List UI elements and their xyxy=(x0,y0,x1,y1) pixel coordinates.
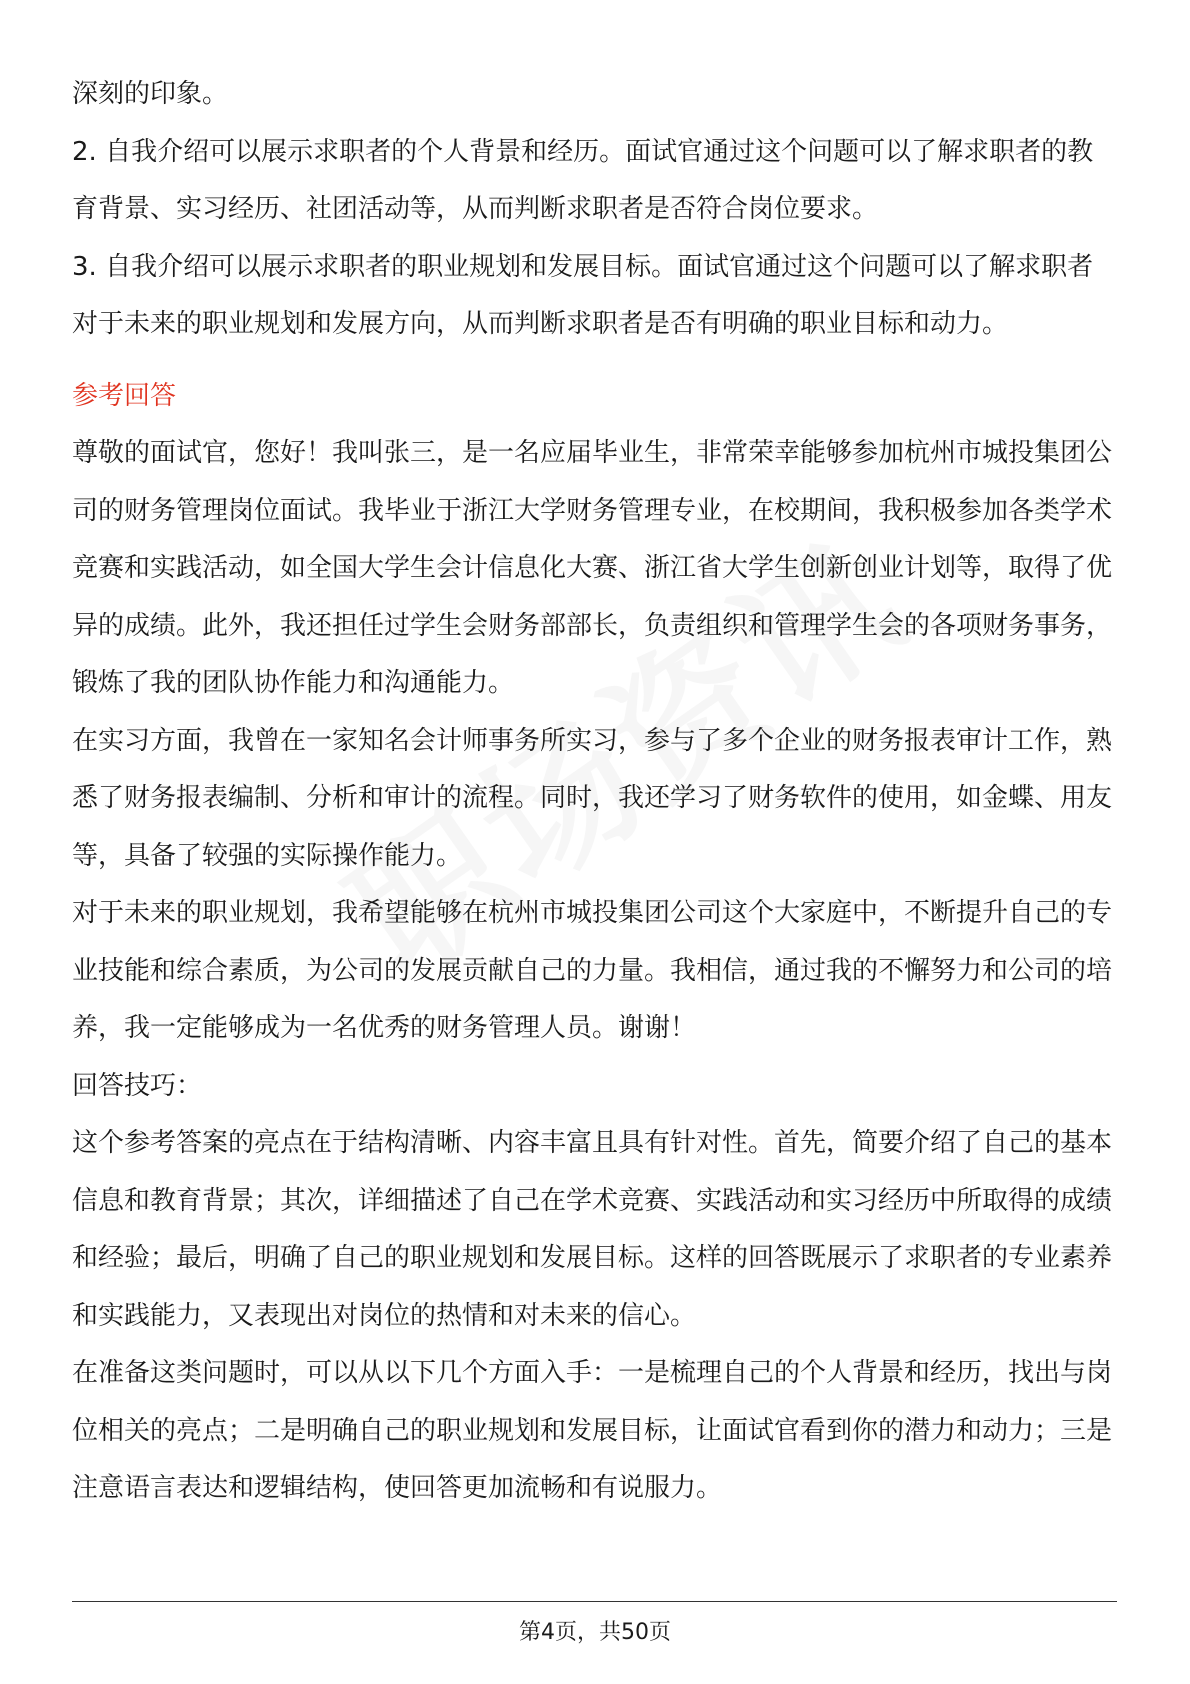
paragraph: 尊敬的面试官，您好！我叫张三，是一名应届毕业生，非常荣幸能够参加杭州市城投集团公司的财务管理岗位面试。我毕业于浙江大学财务管理专业，在校期间，我积极参加各类学术竞赛和实践活动，如全国大学生会计信息化大赛、浙江省大学生创新创业计划等，取得了优异的成绩。此外，我还担任过学生会财务部部长，负责组织和管理学生会的各项财务事务，锻炼了我的团队协作能力和沟通能力。 xyxy=(72,438,1113,698)
document-body xyxy=(72,66,1117,1518)
answer-tips-heading: 回答技巧： xyxy=(72,1070,203,1101)
page-number: 第4页，共50页 xyxy=(519,1620,671,1645)
paragraph: 对于未来的职业规划，我希望能够在杭州市城投集团公司这个大家庭中，不断提升自己的专业技能和综合素质，为公司的发展贡献自己的力量。我相信，通过我的不懈努力和公司的培养，我一定能够成为一名优秀的财务管理人员。谢谢！ xyxy=(72,898,1113,1043)
paragraph: 在实习方面，我曾在一家知名会计师事务所实习，参与了多个企业的财务报表审计工作，熟悉了财务报表编制、分析和审计的流程。同时，我还学习了财务软件的使用，如金蝶、用友等，具备了较强的实际操作能力。 xyxy=(72,725,1113,871)
reference-answer-heading: 参考回答 xyxy=(72,380,177,411)
paragraph: 这个参考答案的亮点在于结构清晰、内容丰富且具有针对性。首先，简要介绍了自己的基本信息和教育背景；其次，详细描述了自己在学术竞赛、实践活动和实习经历中所取得的成绩和经验；最后，明确了自己的职业规划和发展目标。这样的回答既展示了求职者的专业素养和实践能力，又表现出对岗位的热情和对未来的信心。 xyxy=(72,1128,1113,1331)
footer-divider xyxy=(72,1601,1117,1602)
paragraph: 在准备这类问题时，可以从以下几个方面入手：一是梳理自己的个人背景和经历，找出与岗位相关的亮点；二是明确自己的职业规划和发展目标，让面试官看到你的潜力和动力；三是注意语言表达和逻辑结构，使回答更加流畅和有说服力。 xyxy=(72,1358,1113,1503)
paragraph: 2. 自我介绍可以展示求职者的个人背景和经历。面试官通过这个问题可以了解求职者的教育背景、实习经历、社团活动等，从而判断求职者是否符合岗位要求。 xyxy=(72,136,1094,224)
paragraph: 深刻的印象。 xyxy=(72,79,229,109)
paragraph: 3. 自我介绍可以展示求职者的职业规划和发展目标。面试官通过这个问题可以了解求职者对于未来的职业规划和发展方向，从而判断求职者是否有明确的职业目标和动力。 xyxy=(72,251,1094,339)
